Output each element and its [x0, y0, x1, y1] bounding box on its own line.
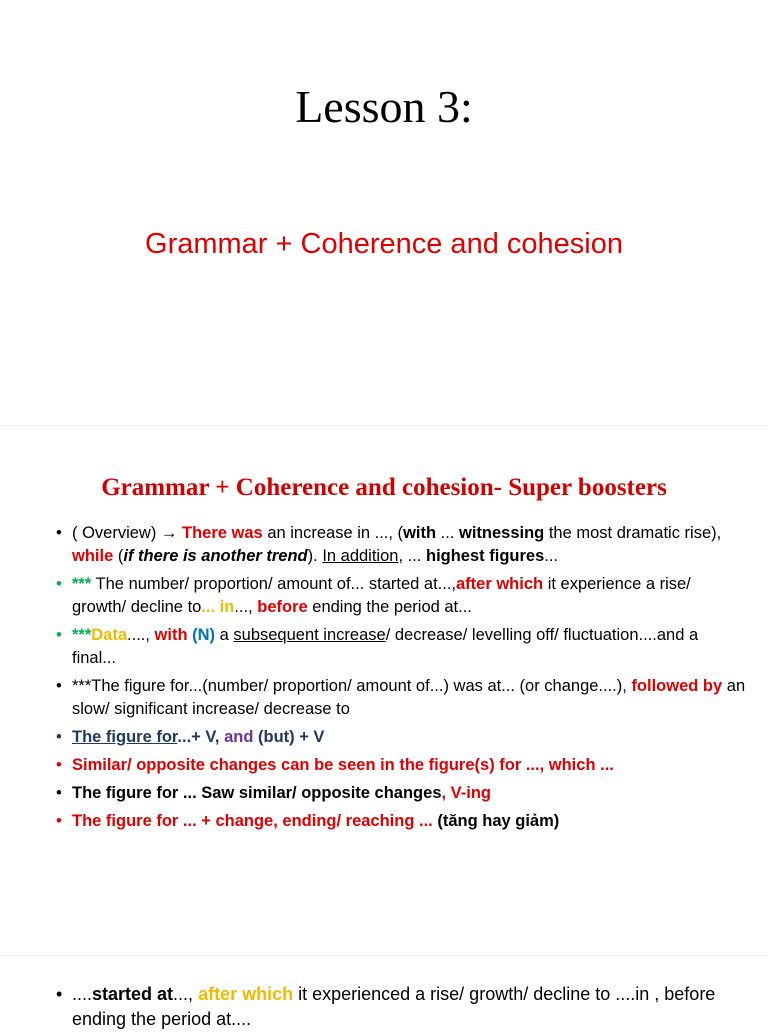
bullet-dot: •: [56, 728, 62, 746]
lesson-title: Lesson 3:: [295, 81, 473, 132]
right-arrow-icon: →: [160, 524, 178, 542]
bullet-started-at-example: • ....started at..., after which it experienced a rise/ growth/ decline to ....in , before ending the period at....: [56, 984, 716, 1029]
bullet-figure-for-v: • The figure for...+ V, and (but) + V: [56, 726, 746, 749]
bullet-dot: •: [56, 626, 62, 644]
bullet-saw-similar: • The figure for ... Saw similar/ opposite changes, V-ing: [56, 782, 746, 805]
bullet-dot: •: [56, 575, 62, 593]
slide-example: [0, 960, 768, 1029]
bullet-change-ending: • The figure for ... + change, ending/ reaching ... (tăng hay giảm): [56, 810, 746, 833]
bullet-figure-was-at: • ***The figure for...(number/ proportion/ amount of...) was at... (or change....), followed by an slow/ significant increase/ decrease to: [56, 677, 746, 718]
boosters-title: Grammar + Coherence and cohesion- Super boosters: [101, 474, 667, 501]
bullet-dot: •: [56, 984, 63, 1004]
bullet-dot: •: [56, 812, 62, 830]
slide-title: [0, 0, 768, 420]
bullet-similar-changes: • Similar/ opposite changes can be seen in the figure(s) for ..., which ...: [56, 754, 746, 777]
slide-boosters: [0, 430, 768, 900]
bullet-dot: •: [56, 756, 62, 774]
bullet-dot: •: [56, 784, 62, 802]
bullet-started-at: • *** The number/ proportion/ amount of... started at...,after which it experience a rise/ growth/ decline to... in..., before ending the period at...: [56, 575, 691, 616]
boosters-list: [56, 522, 746, 833]
lesson-subtitle: Grammar + Coherence and cohesion: [145, 228, 623, 260]
bullet-dot: •: [56, 524, 62, 542]
bullet-dot: •: [56, 677, 62, 695]
bullet-overview: • ( Overview) → There was an increase in ..., (with ... witnessing the most dramatic rise), while (if there is another trend). In addition, ... highest figures...: [56, 524, 722, 565]
example-list: [56, 982, 746, 1032]
bullet-data-with: • ***Data...., with (N) a subsequent increase/ decrease/ levelling off/ fluctuation....and a final...: [56, 626, 699, 667]
slide-divider: [0, 955, 768, 956]
slide-divider: [0, 425, 768, 426]
